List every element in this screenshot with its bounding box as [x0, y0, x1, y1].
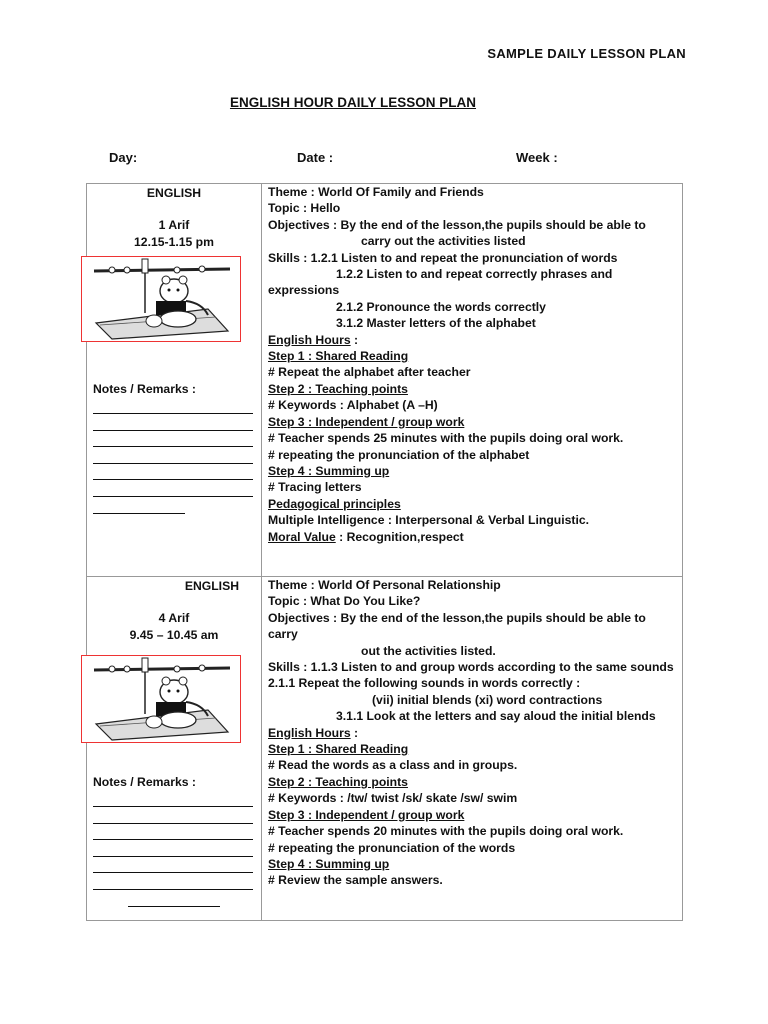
step-note: # Teacher spends 25 minutes with the pupils doing oral work. — [268, 431, 624, 446]
theme-line: Theme : World Of Family and Friends — [268, 185, 484, 199]
lesson-illustration — [81, 256, 241, 342]
step-heading: Step 2 : Teaching points — [268, 774, 408, 789]
topic-line: Topic : What Do You Like? — [268, 594, 421, 609]
notes-label: Notes / Remarks : — [93, 382, 196, 396]
subject-label: ENGLISH — [146, 186, 202, 200]
notes-label: Notes / Remarks : — [93, 775, 196, 789]
step-note: # Keywords : Alphabet (A –H) — [268, 398, 438, 413]
english-hours-heading: English Hours : — [268, 332, 359, 347]
skill-line: 1.2.2 Listen to and repeat correctly phrases and expressions — [268, 267, 613, 298]
skill-line: 3.1.1 Look at the letters and say aloud the initial blends — [336, 709, 656, 724]
lesson-time: 12.15-1.15 pm — [134, 234, 214, 249]
step-heading: Step 3 : Independent / group work — [268, 414, 465, 429]
step-note: # Read the words as a class and in groups. — [268, 758, 518, 773]
step-heading: Step 4 : Summing up — [268, 856, 390, 871]
lesson-info-cell — [87, 577, 262, 921]
pedagogical-heading: Pedagogical principles — [268, 496, 401, 511]
date-label: Date : — [297, 150, 334, 165]
step-note: # repeating the pronunciation of the alphabet — [268, 447, 530, 462]
step-heading: Step 4 : Summing up — [268, 463, 390, 478]
lesson-row — [87, 184, 683, 577]
skill-line: Skills : 1.2.1 Listen to and repeat the pronunciation of words — [268, 250, 618, 265]
step-heading: Step 2 : Teaching points — [268, 381, 408, 396]
subject-label: ENGLISH — [184, 579, 239, 593]
skill-line: 3.1.2 Master letters of the alphabet — [336, 316, 536, 331]
class-name: 4 Arif — [158, 611, 190, 626]
lesson-illustration — [81, 655, 241, 743]
notes-section — [93, 774, 255, 907]
topic-line: Topic : Hello — [268, 201, 341, 216]
objectives-line: Objectives : By the end of the lesson,the pupils should be able to carry — [268, 610, 646, 642]
pedagogical-text: Multiple Intelligence : Interpersonal & Verbal Linguistic. — [268, 513, 589, 528]
lesson-time: 9.45 – 10.45 am — [129, 627, 219, 642]
lesson-info-cell — [87, 184, 262, 577]
document-header-label: SAMPLE DAILY LESSON PLAN — [487, 46, 686, 61]
step-heading: Step 1 : Shared Reading — [268, 349, 409, 364]
step-heading: Step 3 : Independent / group work — [268, 807, 465, 822]
step-note: # Keywords : /tw/ twist /sk/ skate /sw/ swim — [268, 791, 518, 806]
step-note: # Repeat the alphabet after teacher — [268, 365, 471, 380]
english-hours-heading: English Hours : — [268, 725, 359, 740]
step-note: # Tracing letters — [268, 480, 362, 495]
week-label: Week : — [516, 150, 558, 165]
class-name: 1 Arif — [158, 218, 190, 233]
step-note: # Review the sample answers. — [268, 873, 443, 888]
lesson-content-cell — [262, 577, 683, 921]
skill-line: Skills : 1.1.3 Listen to and group words according to the same sounds 2.1.1 Repeat the following sounds in words correctly : — [268, 660, 674, 691]
lesson-row — [87, 577, 683, 921]
moral-value-line: Moral Value : Recognition,respect — [268, 529, 464, 544]
day-label: Day: — [109, 150, 138, 165]
lesson-content-cell — [262, 184, 683, 577]
page-title: ENGLISH HOUR DAILY LESSON PLAN — [229, 95, 477, 110]
objectives-continued: out the activities listed. — [361, 643, 496, 658]
skill-line: 2.1.2 Pronounce the words correctly — [336, 299, 546, 314]
step-note: # Teacher spends 20 minutes with the pupils doing oral work. — [268, 824, 624, 839]
skill-line: (vii) initial blends (xi) word contractions — [372, 692, 603, 707]
bear-drawing-icon — [82, 257, 239, 340]
objectives-continued: carry out the activities listed — [361, 234, 526, 249]
bear-drawing-icon — [82, 656, 239, 741]
notes-section — [93, 381, 255, 514]
step-heading: Step 1 : Shared Reading — [268, 742, 409, 757]
objectives-line: Objectives : By the end of the lesson,the pupils should be able to — [268, 217, 646, 232]
step-note: # repeating the pronunciation of the words — [268, 840, 516, 855]
lesson-plan-table — [86, 183, 683, 921]
theme-line: Theme : World Of Personal Relationship — [268, 578, 501, 592]
